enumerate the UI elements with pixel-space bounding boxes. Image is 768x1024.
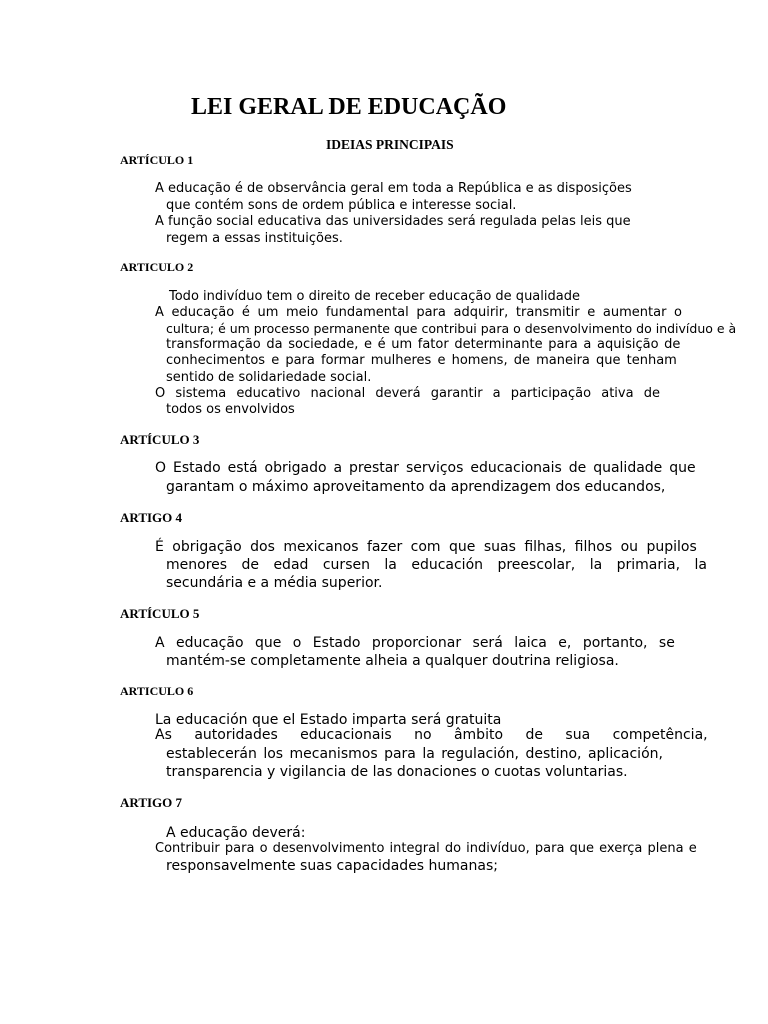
page-title: LEI GERAL DE EDUCAÇÃO — [191, 94, 507, 120]
article-3-heading: ARTÍCULO 3 — [120, 432, 200, 447]
article-1-heading: ARTÍCULO 1 — [120, 153, 194, 167]
article-2-line-4: transformação da sociedade, e é um fator determinante para a aquisição de — [166, 337, 681, 352]
article-4-line-3: secundária e a média superior. — [166, 575, 383, 591]
article-2-line-7: O sistema educativo nacional deverá garantir a participação ativa de — [155, 386, 660, 401]
article-7-line-3: responsavelmente suas capacidades humanas; — [166, 858, 498, 874]
article-6-line-2: As autoridades educacionais no âmbito de sua competência, — [155, 727, 708, 743]
article-2-line-2 — [155, 305, 682, 320]
article-6-line-3: establecerán los mecanismos para la regulación, destino, aplicación, — [166, 746, 663, 762]
article-2-line-3: cultura; é um processo permanente que contribui para o desenvolvimento do indivíduo e à — [166, 321, 737, 336]
article-6-line-1: La educación que el Estado imparta será gratuita — [155, 712, 502, 728]
page-subtitle: IDEIAS PRINCIPAIS — [326, 137, 454, 152]
article-5-heading: ARTÍCULO 5 — [120, 606, 200, 621]
article-3-line-2: garantam o máximo aproveitamento da aprendizagem dos educandos, — [166, 479, 666, 495]
article-2-line-1: Todo indivíduo tem o direito de receber educação de qualidade — [169, 289, 580, 304]
article-5-line-2: mantém-se completamente alheia a qualquer doutrina religiosa. — [166, 653, 619, 669]
article-2-heading: ARTICULO 2 — [120, 260, 194, 274]
article-1-line-3: A função social educativa das universidades será regulada pelas leis que — [155, 214, 631, 229]
article-1-line-4: regem a essas instituições. — [166, 231, 343, 246]
article-1-line-2: que contém sons de ordem pública e interesse social. — [166, 198, 517, 213]
article-4-line-2: menores de edad cursen la educación preescolar, la primaria, la — [166, 557, 707, 573]
article-2-line-6: sentido de solidariedade social. — [166, 370, 372, 385]
article-3-line-1: O Estado está obrigado a prestar serviços educacionais de qualidade que — [155, 460, 696, 476]
article-6-line-4: transparencia y vigilancia de las donaciones o cuotas voluntarias. — [166, 764, 628, 780]
article-2-line-5: conhecimentos e para formar mulheres e homens, de maneira que tenham — [166, 353, 677, 368]
article-4-heading: ARTIGO 4 — [120, 510, 183, 525]
article-7-line-2: Contribuir para o desenvolvimento integral do indivíduo, para que exerça plena e — [155, 841, 697, 856]
article-1-line-1: A educação é de observância geral em toda a República e as disposições — [155, 181, 632, 196]
article-2-line-8: todos os envolvidos — [166, 402, 295, 417]
article-7-line-1: A educação deverá: — [166, 825, 306, 841]
article-5-line-1: A educação que o Estado proporcionar será laica e, portanto, se — [155, 635, 675, 651]
article-4-line-1: É obrigação dos mexicanos fazer com que suas filhas, filhos ou pupilos — [155, 539, 697, 555]
article-2-line-2-text: A educação é um meio fundamental para adquirir, transmitir e aumentar o — [155, 305, 682, 320]
article-6-heading: ARTICULO 6 — [120, 684, 194, 698]
article-7-heading: ARTIGO 7 — [120, 795, 183, 810]
